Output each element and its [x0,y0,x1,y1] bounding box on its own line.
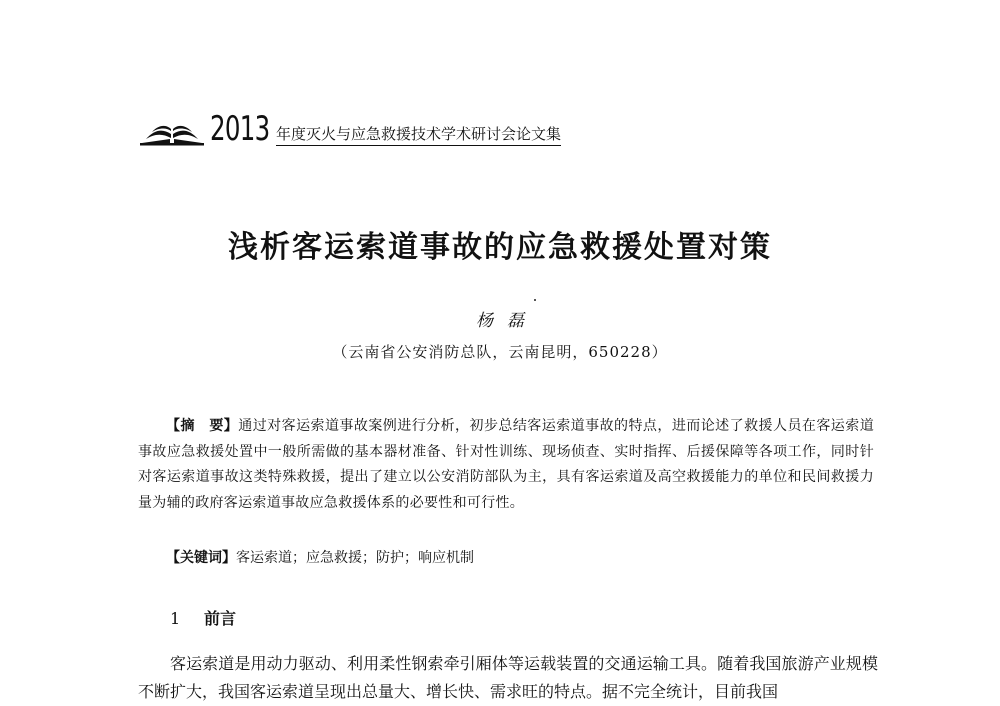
abstract-text: 通过对客运索道事故案例进行分析，初步总结客运索道事故的特点，进而论述了救援人员在客运索道事故应急救援处置中一般所需做的基本器材准备、针对性训练、现场侦查、实时指挥、后援保障等各项工作，同时针对客运索道事故这类特殊救援，提出了建立以公安消防部队为主，具有客运索道及高空救援能力的单位和民间救援力量为辅的政府客运索道事故应急救援体系的必要性和可行性。 [138,418,874,511]
author-affiliation: （云南省公安消防总队，云南昆明，650228） [332,343,668,361]
paper-author: 杨磊 [476,311,538,331]
proceedings-header [140,109,620,149]
body-text [138,650,878,706]
proceedings-series-title: 年度灭火与应急救援技术学术研讨会论文集 [276,124,561,146]
section-title: 前言 [204,609,237,628]
abstract-label: 【摘 要】 [166,418,239,434]
speck [534,299,536,301]
paper-title: 浅析客运索道事故的应急救援处置对策 [228,230,772,265]
proceedings-year: 2013 [210,109,270,149]
body-paragraph: 客运索道是用动力驱动、利用柔性钢索牵引厢体等运载装置的交通运输工具。随着我国旅游产业规模不断扩大，我国客运索道呈现出总量大、增长快、需求旺的特点。据不完全统计，目前我国 [138,654,878,701]
abstract-block [138,414,874,516]
section-heading [170,606,236,629]
keywords-line [166,546,866,570]
keywords-label: 【关键词】 [166,550,236,566]
keywords-text: 客运索道；应急救援；防护；响应机制 [236,550,474,566]
book-logo-icon [140,116,204,146]
section-number: 1 [170,609,181,628]
